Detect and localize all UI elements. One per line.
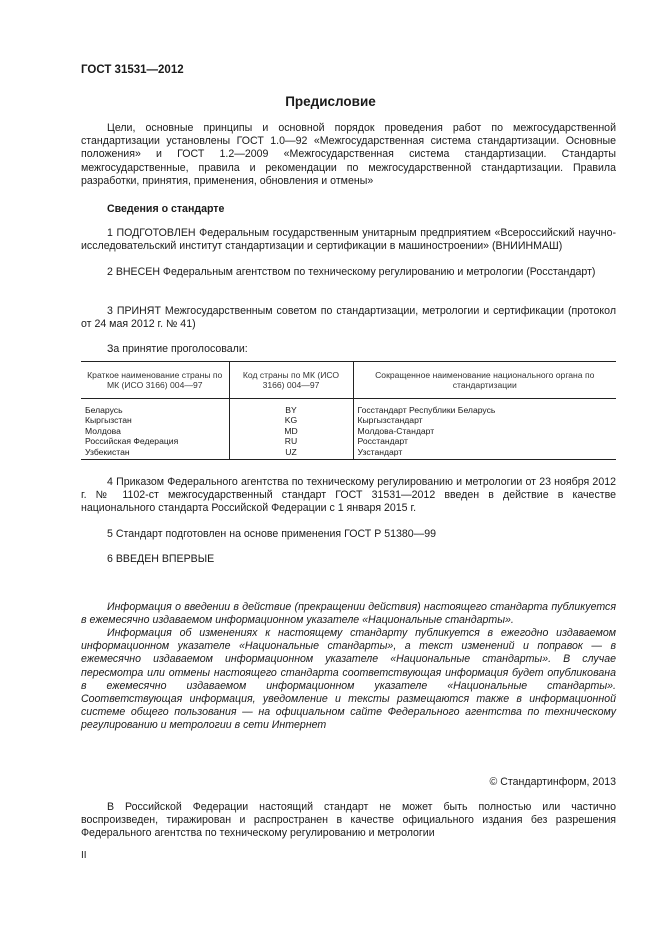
table-row (81, 426, 616, 436)
body-cell: Молдова-Стандарт (353, 426, 616, 436)
country-cell: Молдова (85, 425, 121, 436)
voting-table-header-row (81, 362, 616, 399)
body-cell: Кыргызстандарт (353, 415, 616, 425)
info-heading: Сведения о стандарте (107, 203, 225, 215)
code-cell: BY (229, 399, 353, 416)
table-row (81, 415, 616, 425)
body-cell: Госстандарт Республики Беларусь (353, 399, 616, 416)
intro-paragraph: Цели, основные принципы и основной порядок проведения работ по межгосударственной стандартизации установлены ГОСТ 1.0—92 «Межгосударственная система стандартизации. Основные положения» и ГОСТ 1.2—2009 «Межгосударственная система стандартизации. Стандарты межгосударственные, правила и рекомендации по межгосударственной стандартизации. Правила разработки, принятия, применения, обновления и отмены» (81, 122, 616, 187)
column-header-body: Сокращенное наименование национального органа по стандартизации (353, 362, 616, 399)
table-row (81, 447, 616, 460)
rights-paragraph: В Российской Федерации настоящий стандарт не может быть полностью или частично воспроизведен, тиражирован и распространен в качестве официального издания без разрешения Федерального агентства по техническому регулированию и метрологии (81, 801, 616, 840)
country-cell: Узбекистан (81, 447, 229, 460)
page-title: Предисловие (285, 94, 376, 109)
table-row (81, 436, 616, 446)
voting-caption: За принятие проголосовали: (107, 343, 248, 355)
country-cell: Кыргызстан (85, 415, 132, 426)
standard-id-header: ГОСТ 31531—2012 (81, 64, 184, 76)
code-cell: KG (229, 415, 353, 425)
body-cell: Росстандарт (353, 436, 616, 446)
item-adopted: 3 ПРИНЯТ Межгосударственным советом по стандартизации, метрологии и сертификации (протокол от 24 мая 2012 г. № 41) (81, 305, 616, 331)
page-number: II (81, 850, 87, 861)
copyright-line: © Стандартинформ, 2013 (489, 776, 616, 788)
notice-paragraph-1: Информация о введении в действие (прекращении действия) настоящего стандарта публикуется в ежемесячно издаваемом информационном указателе «Национальные стандарты». (81, 601, 616, 627)
item-basis: 5 Стандарт подготовлен на основе применения ГОСТ Р 51380—99 (107, 528, 437, 540)
code-cell: MD (229, 426, 353, 436)
item-first-introduced: 6 ВВЕДЕН ВПЕРВЫЕ (107, 553, 215, 565)
code-cell: RU (229, 436, 353, 446)
item-submitted: 2 ВНЕСЕН Федеральным агентством по техническому регулированию и метрологии (Росстандарт) (107, 266, 596, 278)
voting-table (81, 361, 616, 460)
column-header-country: Краткое наименование страны по МК (ИСО 3166) 004—97 (81, 362, 229, 399)
body-cell: Узстандарт (353, 447, 616, 460)
notice-paragraph-2: Информация об изменениях к настоящему стандарту публикуется в ежегодно издаваемом информационном указателе «Национальные стандарты», а текст изменений и поправок — в ежемесячно издаваемом информационном указателе «Национальные стандарты». В случае пересмотра или отмены настоящего стандарта соответствующая информация будет опубликована в ежемесячно издаваемом информационном указателе «Национальные стандарты». Соответствующая информация, уведомление и тексты размещаются также в информационной системе общего пользования — на официальном сайте Федерального агентства по техническому регулированию и метрологии в сети Интернет (81, 627, 616, 732)
code-cell: UZ (229, 447, 353, 460)
item-prepared: 1 ПОДГОТОВЛЕН Федеральным государственным унитарным предприятием «Всероссийский научно-исследовательский институт стандартизации и сертификации в машиностроении» (ВНИИНМАШ) (81, 227, 616, 253)
country-cell: Беларусь (85, 405, 123, 415)
item-enacted: 4 Приказом Федерального агентства по техническому регулированию и метрологии от 23 ноября 2012 г. № 1102-ст межгосударственный стандарт ГОСТ 31531—2012 введен в действие в качестве национального стандарта Российской Федерации с 1 января 2015 г. (81, 476, 616, 515)
table-row (81, 399, 616, 416)
column-header-code: Код страны по МК (ИСО 3166) 004—97 (229, 362, 353, 399)
country-cell: Российская Федерация (85, 436, 179, 447)
